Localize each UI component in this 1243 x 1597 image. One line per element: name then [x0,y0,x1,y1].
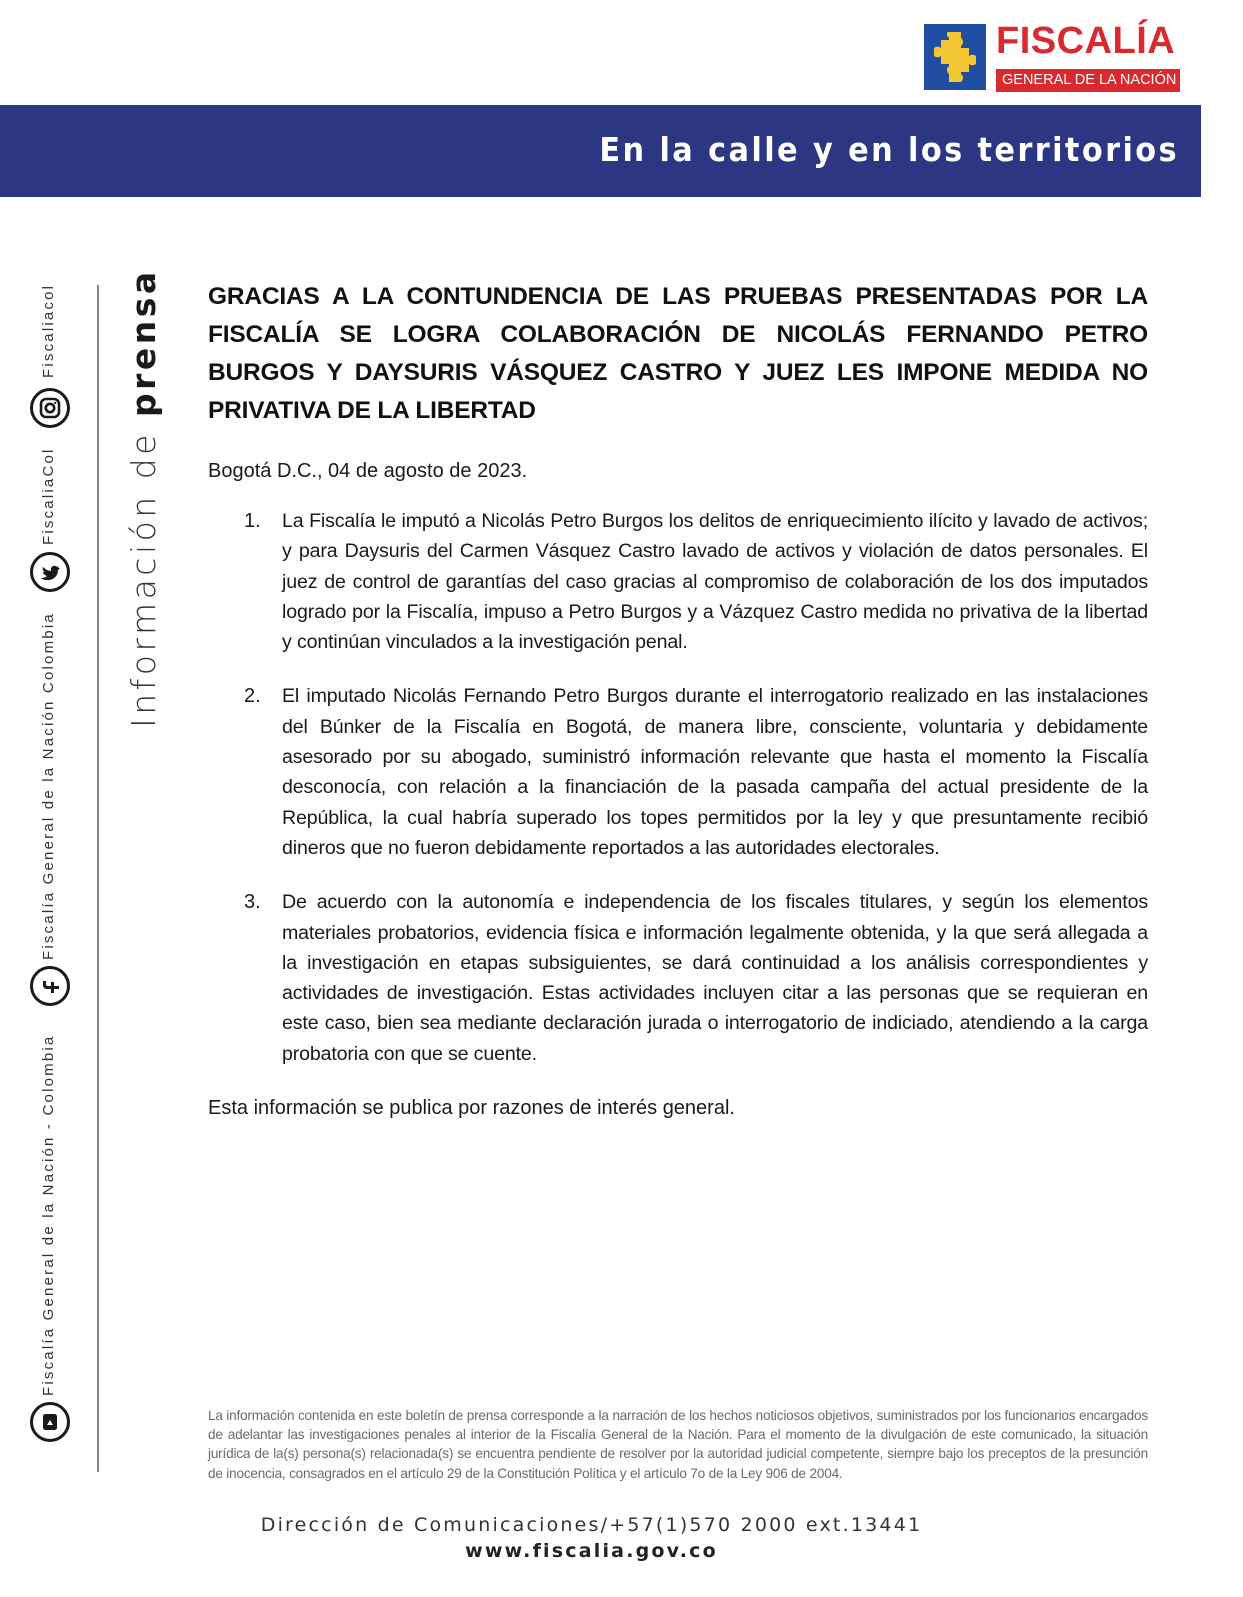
list-item [244,506,1148,657]
list-number: 2. [244,685,261,708]
legal-disclaimer: La información contenida en este boletín de prensa corresponde a la narración de los hechos noticiosos objetivos, suministrados por los funcionarios encargados de adelantar las investigaciones penales al interior de la Fiscalía General de la Nación. Para el momento de la divulgación de este comunicado, la situación jurídica de la(s) persona(s) relacionada(s) se encuentra pendiente de resolver por la autoridad judicial competente, siempre bajo los preceptos de la presunción de inocencia, consagrados en el artículo 29 de la Constitución Política y el artículo 7o de la Ley 906 de 2004. [208,1408,1148,1481]
sidebar-divider [97,285,99,1472]
header-banner [0,105,1201,197]
list-item [244,681,1148,863]
dateline: Bogotá D.C., 04 de agosto de 2023. [208,460,528,482]
closing-statement: Esta información se publica por razones de interés general. [208,1097,735,1120]
logo-title: FISCALÍA [996,20,1176,62]
list-text: La Fiscalía le imputó a Nicolás Petro Burgos los delitos de enriquecimiento ilícito y lavado de activos; y para Daysuris del Carmen Vásquez Castro lavado de activos y violación de datos personales. El juez de control de garantías del caso gracias al compromiso de colaboración de los dos imputados logrado por la Fiscalía, impuso a Petro Burgos y a Vázquez Castro medida no privativa de la libertad y continúan vinculados a la investigación penal. [282,510,1148,654]
youtube-icon[interactable] [30,1402,70,1442]
headline: GRACIAS A LA CONTUNDENCIA DE LAS PRUEBAS PRESENTADAS POR LA FISCALÍA SE LOGRA COLABORACIÓN DE NICOLÁS FERNANDO PETRO BURGOS Y DAYSURIS VÁSQUEZ CASTRO Y JUEZ LES IMPONE MEDIDA NO PRIVATIVA DE LA LIBERTAD [208,283,1148,424]
press-release-body [208,278,1148,1123]
twitter-icon[interactable] [30,552,70,592]
website-link[interactable]: www.fiscalia.gov.co [465,1540,718,1562]
facebook-handle[interactable]: Fiscalía General de la Nación Colombia [40,612,57,960]
facebook-icon[interactable] [30,966,70,1006]
logo-emblem [924,24,986,90]
list-number: 1. [244,510,261,532]
instagram-icon[interactable] [30,388,70,428]
banner-slogan: En la calle y en los territorios [599,130,1179,169]
puzzle-piece-icon [934,32,976,82]
numbered-list [208,506,1148,1069]
twitter-handle[interactable]: FiscaliaCol [40,447,57,545]
fiscalia-logo [924,20,1180,92]
list-item [244,887,1148,1069]
youtube-handle[interactable]: Fiscalía General de la Nación - Colombia [40,1034,57,1396]
logo-subtitle: GENERAL DE LA NACIÓN [996,69,1180,92]
contact-info: Dirección de Comunicaciones/+57(1)570 2000 ext.13441 [260,1514,923,1536]
section-label [124,268,163,728]
section-label-bold: prensa [124,268,163,418]
list-text: El imputado Nicolás Fernando Petro Burgos durante el interrogatorio realizado en las instalaciones del Búnker de la Fiscalía en Bogotá, de manera libre, consciente, voluntaria y debidamente asesorado por su abogado, suministró información relevante que hasta el momento la Fiscalía desconocía, con relación a la financiación de la pasada campaña del actual presidente de la República, la cual habría superado los topes permitidos por la ley y que presuntamente recibió dineros que no fueron debidamente reportados a las autoridades electorales. [282,685,1148,859]
section-label-light: Información de [124,417,163,728]
instagram-handle[interactable]: Fiscaliacol [40,283,57,378]
list-number: 3. [244,891,261,914]
list-text: De acuerdo con la autonomía e independencia de los fiscales titulares, y según los elementos materiales probatorios, evidencia física e información legalmente obtenida, y la que será allegada a la investigación en etapas subsiguientes, se dará continuidad a los análisis correspondientes y actividades de investigación. Estas actividades incluyen citar a las personas que se requieran en este caso, bien sea mediante declaración jurada o interrogatorio de indiciado, atendiendo a la carga probatoria con que se cuente. [282,891,1148,1065]
